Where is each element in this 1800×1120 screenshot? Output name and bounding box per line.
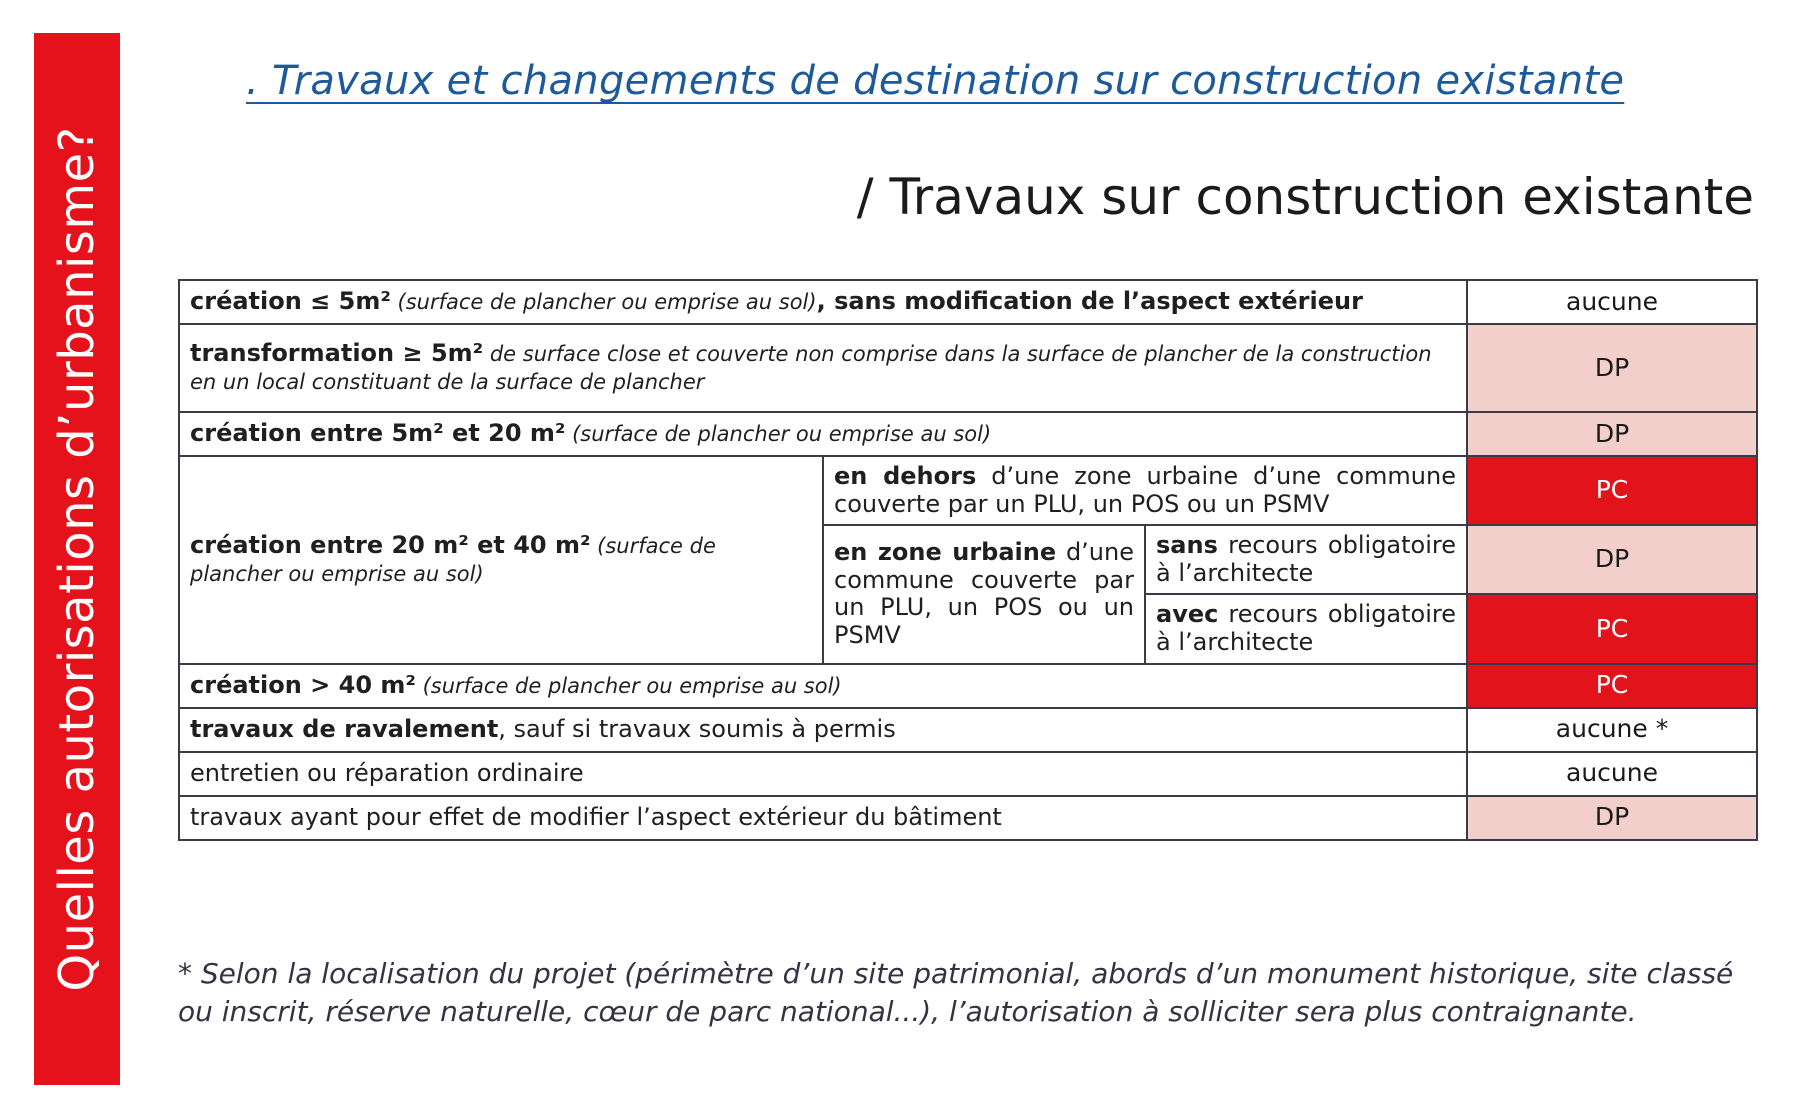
page-subtitle: / Travaux sur construction existante	[856, 168, 1754, 226]
subcondition-cell: en zone urbaine d’une commune couverte par un PLU, un POS ou un PSMV	[823, 525, 1145, 663]
result-cell: PC	[1467, 456, 1757, 525]
result-cell: PC	[1467, 594, 1757, 663]
section-title: . Travaux et changements de destination sur construction existante	[246, 58, 1625, 104]
result-cell: aucune	[1467, 280, 1757, 324]
table-row	[179, 664, 1757, 708]
result-cell: DP	[1467, 525, 1757, 594]
table-row	[179, 324, 1757, 412]
table-row	[179, 280, 1757, 324]
table-row	[179, 456, 1757, 525]
condition-cell: création > 40 m² (surface de plancher ou emprise au sol)	[179, 664, 1467, 708]
subcondition-cell: avec recours obligatoire à l’architecte	[1145, 594, 1467, 663]
result-cell: DP	[1467, 412, 1757, 456]
sidebar-band	[34, 33, 120, 1085]
result-cell: DP	[1467, 796, 1757, 840]
result-cell: aucune *	[1467, 708, 1757, 752]
condition-cell: transformation ≥ 5m² de surface close et couverte non comprise dans la surface de plancher de la construction en un local constituant de la surface de plancher	[179, 324, 1467, 412]
condition-cell: création entre 5m² et 20 m² (surface de plancher ou emprise au sol)	[179, 412, 1467, 456]
subcondition-cell: en dehors d’une zone urbaine d’une commune couverte par un PLU, un POS ou un PSMV	[823, 456, 1467, 525]
table-row	[179, 752, 1757, 796]
subcondition-cell: sans recours obligatoire à l’architecte	[1145, 525, 1467, 594]
condition-cell: création ≤ 5m² (surface de plancher ou emprise au sol), sans modification de l’aspect extérieur	[179, 280, 1467, 324]
footnote: * Selon la localisation du projet (périmètre d’un site patrimonial, abords d’un monument historique, site classé ou inscrit, réserve naturelle, cœur de parc national...), l’autorisation à solliciter sera plus contraignante.	[178, 957, 1734, 1028]
condition-cell: création entre 20 m² et 40 m² (surface de plancher ou emprise au sol)	[179, 456, 823, 664]
condition-cell: travaux ayant pour effet de modifier l’aspect extérieur du bâtiment	[179, 796, 1467, 840]
table-row	[179, 708, 1757, 752]
authorization-table	[178, 279, 1758, 841]
condition-cell: entretien ou réparation ordinaire	[179, 752, 1467, 796]
condition-cell: travaux de ravalement, sauf si travaux soumis à permis	[179, 708, 1467, 752]
result-cell: PC	[1467, 664, 1757, 708]
sidebar-title: Quelles autorisations d’urbanisme?	[49, 126, 105, 992]
table-row	[179, 412, 1757, 456]
table-row	[179, 796, 1757, 840]
result-cell: DP	[1467, 324, 1757, 412]
result-cell: aucune	[1467, 752, 1757, 796]
